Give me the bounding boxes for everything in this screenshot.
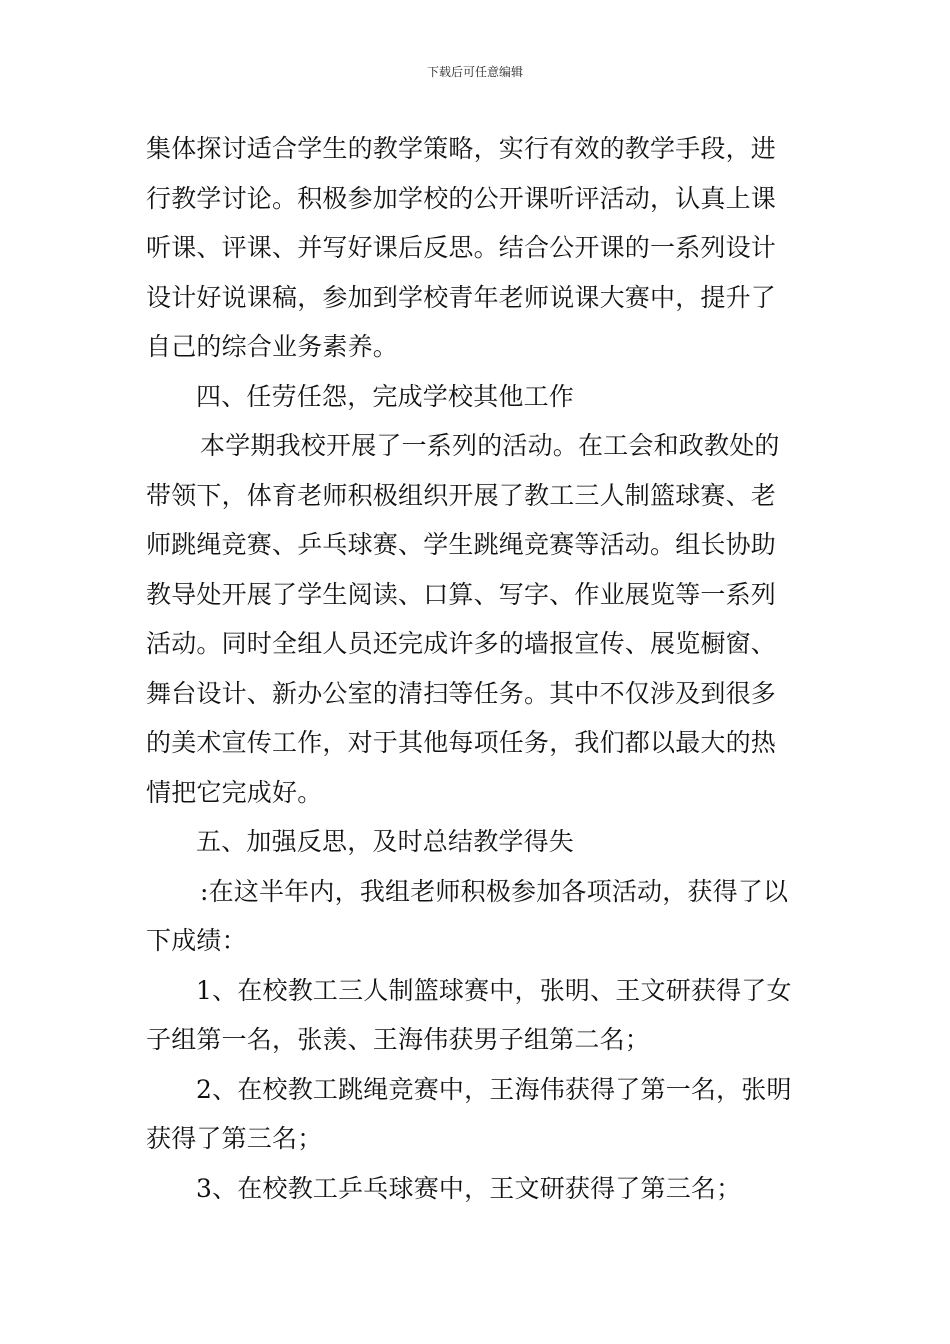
page-header: 下载后可任意编辑 <box>426 65 523 79</box>
paragraph-line: 师跳绳竞赛、乒乓球赛、学生跳绳竞赛等活动。组长协助 <box>146 530 777 559</box>
paragraph-line: 下成绩： <box>146 926 247 955</box>
paragraph-line: 活动。同时全组人员还完成许多的墙报宣传、展览橱窗、 <box>146 629 777 658</box>
paragraph-line: 本学期我校开展了一系列的活动。在工会和政教处的 <box>200 431 780 460</box>
section-heading: 四、任劳任怨，完成学校其他工作 <box>196 381 575 411</box>
paragraph-line: 子组第一名，张羡、王海伟获男子组第二名； <box>146 1025 651 1054</box>
paragraph-line: 行教学讨论。积极参加学校的公开课听评活动，认真上课 <box>146 183 777 213</box>
document-body <box>146 124 816 1213</box>
list-item: 1、在校教工三人制篮球赛中，张明、王文研获得了女 <box>196 975 792 1005</box>
paragraph-line: 情把它完成好。 <box>146 777 323 807</box>
paragraph-line: 的美术宣传工作，对于其他每项任务，我们都以最大的热 <box>146 728 777 757</box>
paragraph-line: 自己的综合业务素养。 <box>146 332 399 361</box>
paragraph-line: 设计好说课稿，参加到学校青年老师说课大赛中，提升了 <box>146 282 777 312</box>
list-item: 2、在校教工跳绳竞赛中，王海伟获得了第一名，张明 <box>196 1074 792 1104</box>
section-heading: 五、加强反思，及时总结教学得失 <box>196 827 575 856</box>
paragraph-line: 获得了第三名； <box>146 1124 323 1153</box>
paragraph-line: 教导处开展了学生阅读、口算、写字、作业展览等一系列 <box>146 579 777 609</box>
paragraph-line: 集体探讨适合学生的教学策略，实行有效的教学手段，进 <box>146 134 777 163</box>
paragraph-line: 听课、评课、并写好课后反思。结合公开课的一系列设计 <box>146 233 777 262</box>
paragraph-line: :在这半年内，我组老师积极参加各项活动，获得了以 <box>200 876 789 906</box>
paragraph-line: 舞台设计、新办公室的清扫等任务。其中不仅涉及到很多 <box>146 678 777 708</box>
paragraph-line: 带领下，体育老师积极组织开展了教工三人制篮球赛、老 <box>146 480 777 510</box>
list-item: 3、在校教工乒乓球赛中，王文研获得了第三名； <box>196 1173 742 1203</box>
